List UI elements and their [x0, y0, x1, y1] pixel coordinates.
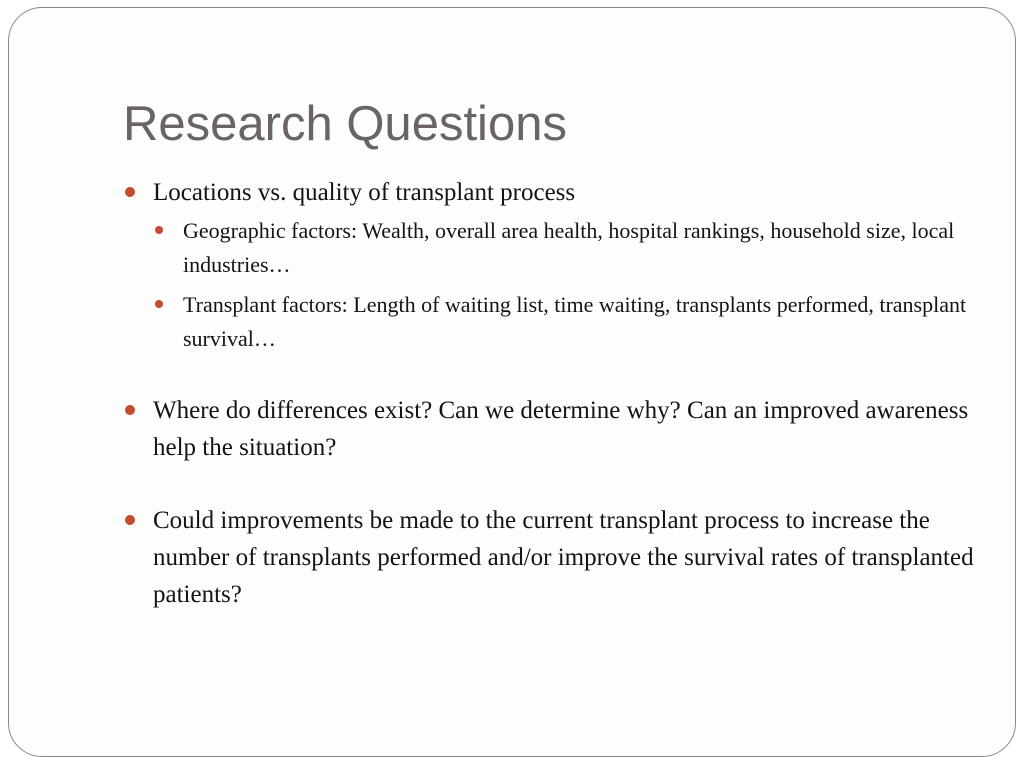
- bullet-item-differences: [123, 392, 983, 466]
- bullet-text: Locations vs. quality of transplant process: [153, 179, 576, 206]
- bullet-list: [123, 174, 983, 613]
- sub-bullet-text: Geographic factors: Wealth, overall area health, hospital rankings, household size, local industries…: [183, 218, 955, 277]
- slide-title: Research Questions: [123, 97, 567, 151]
- bullet-dot-icon: [155, 300, 163, 308]
- slide-frame: [8, 7, 1016, 757]
- bullet-dot-icon: [125, 405, 135, 415]
- bullet-text: Where do differences exist? Can we determine why? Can an improved awareness help the situation?: [153, 397, 969, 461]
- bullet-text: Could improvements be made to the current transplant process to increase the number of transplants performed and/or improve the survival rates of transplanted patients?: [153, 507, 974, 608]
- bullet-dot-icon: [125, 515, 135, 525]
- bullet-dot-icon: [155, 226, 163, 234]
- bullet-item-improvements: [123, 502, 983, 613]
- sub-bullet-text: Transplant factors: Length of waiting list, time waiting, transplants performed, transplant survival…: [183, 292, 967, 351]
- sub-bullet-item-transplant: [153, 288, 983, 356]
- bullet-dot-icon: [125, 187, 135, 197]
- bullet-item-locations: [123, 174, 983, 356]
- sub-bullet-item-geographic: [153, 214, 983, 282]
- sub-bullet-list: [153, 214, 983, 356]
